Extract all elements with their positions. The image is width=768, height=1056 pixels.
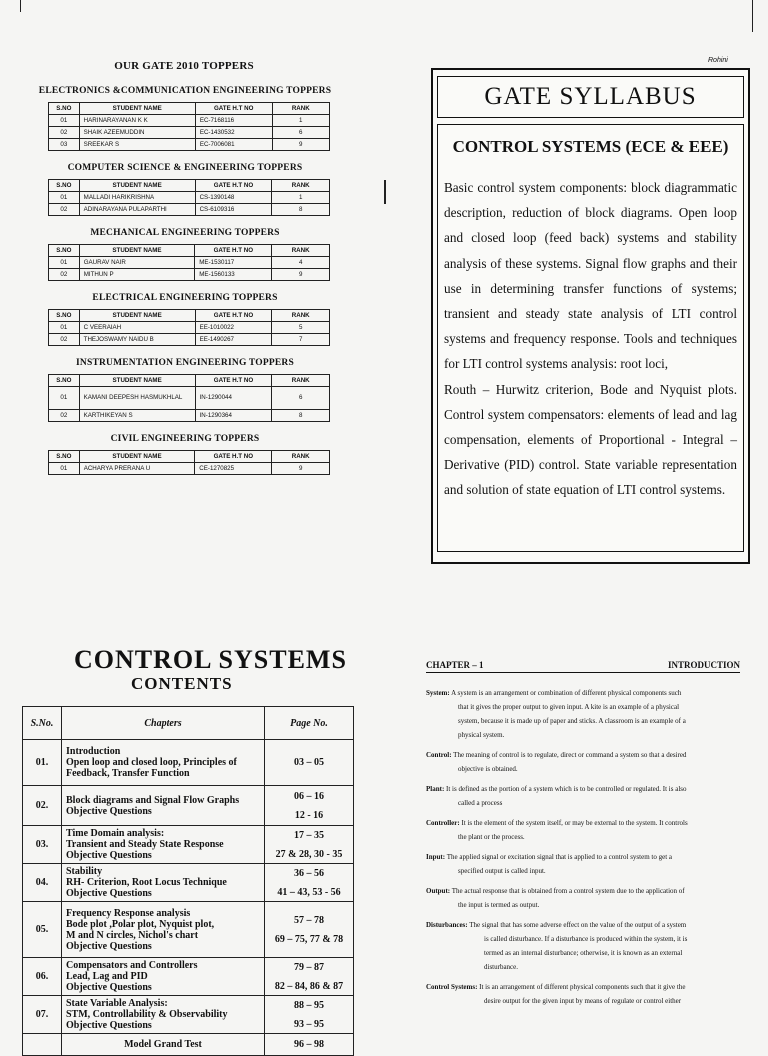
contents-row-number: 06. bbox=[23, 958, 62, 996]
chapter-line: Model Grand Test bbox=[124, 1039, 202, 1050]
table-row bbox=[49, 257, 330, 269]
toppers-table bbox=[48, 244, 330, 281]
toppers-header-cell: S.NO bbox=[49, 375, 80, 387]
contents-subheading: CONTENTS bbox=[131, 674, 233, 693]
contents-row-pages bbox=[265, 864, 354, 902]
contents-row-pages bbox=[265, 1034, 354, 1056]
definition-first-line bbox=[426, 816, 740, 830]
toppers-table bbox=[48, 102, 330, 151]
toppers-header-cell: GATE H.T NO bbox=[195, 375, 272, 387]
row-student-name: MALLADI HARIKRISHNA bbox=[79, 192, 195, 204]
row-student-name: ACHARYA PRERANA U bbox=[79, 463, 195, 475]
toppers-section-title: ELECTRONICS &COMMUNICATION ENGINEERING TOPPERS bbox=[38, 86, 332, 96]
definition-text: The applied signal or excitation signal that is applied to a control system to get a bbox=[446, 853, 673, 861]
definition-term: Controller: bbox=[426, 819, 460, 827]
definition-first-line bbox=[426, 850, 740, 864]
toppers-section-title: ELECTRICAL ENGINEERING TOPPERS bbox=[92, 293, 278, 303]
page-range: 93 – 95 bbox=[294, 1018, 324, 1030]
table-row bbox=[49, 204, 330, 216]
toppers-header-cell: STUDENT NAME bbox=[79, 310, 195, 322]
contents-row-chapters bbox=[62, 786, 265, 826]
syllabus-subtitle: CONTROL SYSTEMS (ECE & EEE) bbox=[452, 137, 729, 156]
toppers-table bbox=[48, 179, 330, 216]
row-ht-no: EE-1010022 bbox=[195, 322, 272, 334]
definition-text: It is defined as the portion of a system which is to be controlled or regulated. It is also bbox=[446, 785, 687, 793]
definition-term: Control Systems: bbox=[426, 983, 478, 991]
contents-heading: CONTROL SYSTEMS bbox=[74, 645, 347, 674]
toppers-section-title: COMPUTER SCIENCE & ENGINEERING TOPPERS bbox=[67, 163, 303, 173]
table-row bbox=[49, 387, 330, 410]
page-range: 12 - 16 bbox=[294, 809, 324, 821]
toppers-header-cell: GATE H.T NO bbox=[195, 245, 272, 257]
chapter-header bbox=[426, 660, 740, 673]
toppers-header-cell: STUDENT NAME bbox=[79, 375, 195, 387]
syllabus-line: use in determining transfer functions of systems; bbox=[444, 280, 737, 296]
row-rank: 1 bbox=[272, 192, 330, 204]
syllabus-box bbox=[431, 68, 750, 564]
toppers-table bbox=[48, 450, 330, 475]
chapter-line: Compensators and Controllers bbox=[66, 960, 198, 971]
row-ht-no: EC-7006081 bbox=[195, 139, 272, 151]
row-sno: 02 bbox=[49, 410, 80, 422]
toppers-header-cell: RANK bbox=[272, 451, 330, 463]
toppers-header-cell: RANK bbox=[272, 375, 330, 387]
page-range: 27 & 28, 30 - 35 bbox=[275, 848, 343, 860]
syllabus-title: GATE SYLLABUS bbox=[484, 83, 697, 110]
toppers-section-title: CIVIL ENGINEERING TOPPERS bbox=[110, 434, 260, 444]
chapter-line: Objective Questions bbox=[66, 888, 152, 899]
toppers-header-row bbox=[49, 451, 330, 463]
definition-text: A system is an arrangement or combination of different physical components such bbox=[451, 689, 682, 697]
definition-continuation: desire output for the given input by means of regulate or control either bbox=[484, 997, 682, 1005]
toppers-header-cell: STUDENT NAME bbox=[79, 451, 195, 463]
chapter-title: INTRODUCTION bbox=[667, 660, 740, 670]
contents-row-chapters bbox=[62, 958, 265, 996]
definition-continuation: is called disturbance. If a disturbance is produced within the system, it is bbox=[484, 935, 688, 943]
row-rank: 9 bbox=[272, 269, 330, 281]
page-range: 36 – 56 bbox=[294, 867, 324, 879]
definition-term: System: bbox=[426, 689, 450, 697]
row-ht-no: IN-1290044 bbox=[195, 387, 272, 410]
chapter-line: Objective Questions bbox=[66, 850, 152, 861]
definition-continuation: termed as an internal disturbance; otherwise, it is known as an external bbox=[484, 949, 683, 957]
table-row bbox=[49, 115, 330, 127]
chapter-line: Open loop and closed loop, Principles of bbox=[66, 757, 237, 768]
row-student-name: MITHUN P bbox=[79, 269, 195, 281]
chapter-line: Objective Questions bbox=[66, 805, 152, 817]
row-rank: 8 bbox=[272, 410, 330, 422]
page-range: 57 – 78 bbox=[294, 914, 324, 926]
definition-continuation: objective is obtained. bbox=[458, 765, 518, 773]
definition-continuation: the plant or the process. bbox=[458, 833, 525, 841]
table-row bbox=[49, 322, 330, 334]
definition-term: Control: bbox=[426, 751, 452, 759]
syllabus-title-frame bbox=[437, 76, 744, 118]
row-sno: 02 bbox=[49, 127, 80, 139]
chapter-line: Transient and Steady State Response bbox=[66, 839, 224, 850]
chapter-line: M and N circles, Nichol's chart bbox=[66, 929, 199, 941]
contents-row bbox=[23, 1034, 354, 1056]
contents-row-pages bbox=[265, 786, 354, 826]
contents-table bbox=[22, 706, 354, 1056]
contents-row-number: 04. bbox=[23, 864, 62, 902]
definition-first-line bbox=[426, 748, 740, 762]
contents-row-pages bbox=[265, 740, 354, 786]
contents-row-number: 03. bbox=[23, 826, 62, 864]
row-rank: 7 bbox=[272, 334, 330, 346]
page-range: 79 – 87 bbox=[294, 961, 324, 973]
page-range: 82 – 84, 86 & 87 bbox=[274, 980, 344, 992]
definition-block bbox=[426, 850, 740, 878]
definition-continuation: called a process bbox=[458, 799, 503, 807]
page-edge-mark bbox=[752, 0, 753, 32]
toppers-section bbox=[0, 60, 380, 487]
toppers-header-cell: GATE H.T NO bbox=[195, 103, 272, 115]
definition-text: It is the element of the system itself, or may be external to the system. It controls bbox=[461, 819, 688, 827]
chapter-line: Objective Questions bbox=[66, 1020, 152, 1031]
definition-continuation: the input is termed as output. bbox=[458, 901, 540, 909]
definition-continuation: physical system. bbox=[458, 731, 505, 739]
row-rank: 5 bbox=[272, 322, 330, 334]
row-student-name: SHAIK AZEEMUDDIN bbox=[79, 127, 195, 139]
contents-row-chapters bbox=[62, 864, 265, 902]
definition-first-line bbox=[426, 686, 740, 700]
row-student-name: SREEKAR S bbox=[79, 139, 195, 151]
chapter-line: STM, Controllability & Observability bbox=[66, 1009, 228, 1020]
contents-row-chapters bbox=[62, 826, 265, 864]
contents-row bbox=[23, 958, 354, 996]
toppers-header-cell: S.NO bbox=[49, 180, 80, 192]
contents-row bbox=[23, 786, 354, 826]
row-student-name: HARINARAYANAN K K bbox=[79, 115, 195, 127]
table-row bbox=[49, 139, 330, 151]
definition-text: The meaning of control is to regulate, direct or command a system so that a desired bbox=[453, 751, 687, 759]
contents-row-pages bbox=[265, 996, 354, 1034]
row-student-name: C VEERAIAH bbox=[79, 322, 195, 334]
row-ht-no: ME-1560133 bbox=[195, 269, 272, 281]
chapter-line: State Variable Analysis: bbox=[66, 998, 168, 1009]
chapter-line: Stability bbox=[66, 866, 103, 877]
syllabus-line: Derivative (PID) control. State variable representation bbox=[444, 457, 737, 473]
contents-row bbox=[23, 864, 354, 902]
col-sno: S.No. bbox=[23, 707, 62, 740]
contents-row-pages bbox=[265, 902, 354, 958]
row-student-name: KAMANI DEEPESH HASMUKHLAL bbox=[79, 387, 195, 410]
syllabus-line: Control system compensators: elements of lead and lag bbox=[444, 406, 737, 422]
syllabus-line: analysis of these systems. Signal flow graphs and their bbox=[444, 255, 737, 271]
toppers-table bbox=[48, 374, 330, 422]
row-sno: 01 bbox=[49, 322, 80, 334]
row-rank: 4 bbox=[272, 257, 330, 269]
row-sno: 02 bbox=[49, 269, 80, 281]
definition-term: Output: bbox=[426, 887, 451, 895]
row-sno: 01 bbox=[49, 387, 80, 410]
syllabus-line: description, reduction of block diagrams. Open loop bbox=[444, 205, 737, 221]
syllabus-line: compensation, elements of Proportional - Integral – bbox=[444, 432, 737, 448]
definition-text: The actual response that is obtained from a control system due to the application of bbox=[451, 887, 685, 895]
definition-continuation: disturbance. bbox=[484, 963, 519, 971]
toppers-header-cell: S.NO bbox=[49, 310, 80, 322]
chapter-line: RH- Criterion, Root Locus Technique bbox=[66, 877, 227, 888]
definition-block bbox=[426, 918, 740, 974]
page-range: 88 – 95 bbox=[294, 999, 324, 1011]
definition-continuation: specified output is called input. bbox=[458, 867, 546, 875]
row-ht-no: CS-6109316 bbox=[195, 204, 272, 216]
definition-first-line bbox=[426, 782, 740, 796]
contents-row-number: 02. bbox=[23, 786, 62, 826]
row-ht-no: EC-7168116 bbox=[195, 115, 272, 127]
syllabus-line: Basic control system components: block diagrammatic bbox=[444, 180, 737, 195]
toppers-header-cell: STUDENT NAME bbox=[79, 245, 195, 257]
chapter-line: Block diagrams and Signal Flow Graphs bbox=[66, 794, 240, 806]
chapter-line: Objective Questions bbox=[66, 940, 152, 952]
toppers-header-cell: GATE H.T NO bbox=[195, 451, 272, 463]
row-student-name: KARTHIKEYAN S bbox=[79, 410, 195, 422]
chapter-line: Time Domain analysis: bbox=[66, 828, 165, 839]
definition-block bbox=[426, 686, 740, 742]
definition-term: Input: bbox=[426, 853, 446, 861]
contents-row-number: 01. bbox=[23, 740, 62, 786]
syllabus-line: transient and steady state analysis of LTI control bbox=[444, 306, 737, 322]
page-divider-mark bbox=[384, 180, 386, 204]
contents-row-number bbox=[23, 1034, 62, 1056]
toppers-header-cell: RANK bbox=[272, 245, 330, 257]
toppers-header-row bbox=[49, 310, 330, 322]
toppers-header-cell: S.NO bbox=[49, 103, 80, 115]
toppers-header-cell: RANK bbox=[272, 180, 330, 192]
contents-header-row bbox=[23, 707, 354, 740]
toppers-header-row bbox=[49, 103, 330, 115]
chapter-number: CHAPTER – 1 bbox=[426, 660, 484, 670]
chapter-line: Lead, Lag and PID bbox=[66, 971, 148, 982]
chapter-line: Frequency Response analysis bbox=[66, 907, 191, 919]
row-sno: 01 bbox=[49, 257, 80, 269]
toppers-header-row bbox=[49, 375, 330, 387]
row-student-name: THEJOSWAMY NAIDU B bbox=[79, 334, 195, 346]
definition-block bbox=[426, 782, 740, 810]
definition-continuation: that it gives the proper output to given input. A kite is an example of a physical bbox=[458, 703, 680, 711]
chapter-line: Bode plot ,Polar plot, Nyquist plot, bbox=[66, 918, 215, 930]
row-sno: 02 bbox=[49, 334, 80, 346]
table-row bbox=[49, 334, 330, 346]
page-range: 69 – 75, 77 & 78 bbox=[274, 933, 344, 945]
toppers-header-cell: S.NO bbox=[49, 451, 80, 463]
toppers-header-cell: RANK bbox=[272, 310, 330, 322]
contents-row bbox=[23, 902, 354, 958]
chapter-line: Introduction bbox=[66, 746, 121, 757]
table-row bbox=[49, 127, 330, 139]
toppers-table bbox=[48, 309, 330, 346]
table-row bbox=[49, 269, 330, 281]
definition-text: The signal that has some adverse effect on the value of the output of a system bbox=[469, 921, 687, 929]
page-range: 03 – 05 bbox=[294, 757, 324, 768]
syllabus-line: and solution of state equation of LTI control systems. bbox=[444, 482, 726, 498]
row-ht-no: EE-1490267 bbox=[195, 334, 272, 346]
row-student-name: ADINARAYANA PULAPARTHI bbox=[79, 204, 195, 216]
toppers-header-cell: STUDENT NAME bbox=[79, 180, 195, 192]
contents-row bbox=[23, 826, 354, 864]
page-edge-mark-left bbox=[20, 0, 21, 12]
contents-row-number: 07. bbox=[23, 996, 62, 1034]
definition-block bbox=[426, 748, 740, 776]
definition-continuation: system, because it is made up of paper and sticks. A classroom is an example of a bbox=[458, 717, 686, 725]
definition-term: Disturbances: bbox=[426, 921, 468, 929]
contents-row bbox=[23, 996, 354, 1034]
toppers-tables bbox=[0, 86, 380, 475]
col-page: Page No. bbox=[265, 707, 354, 740]
signature: Rohini bbox=[708, 57, 728, 64]
row-rank: 6 bbox=[272, 387, 330, 410]
contents-table-wrap bbox=[22, 706, 354, 1056]
definition-first-line bbox=[426, 884, 740, 898]
row-rank: 8 bbox=[272, 204, 330, 216]
chapter-line: Feedback, Transfer Function bbox=[66, 768, 190, 779]
syllabus-text bbox=[438, 175, 743, 503]
syllabus-line: systems and frequency response. Tools and techniques bbox=[444, 331, 737, 347]
syllabus-content-frame bbox=[437, 124, 744, 552]
row-ht-no: CS-1390148 bbox=[195, 192, 272, 204]
page-range: 06 – 16 bbox=[294, 790, 324, 802]
row-rank: 1 bbox=[272, 115, 329, 127]
row-sno: 02 bbox=[49, 204, 80, 216]
definition-first-line bbox=[426, 980, 740, 994]
contents-row-chapters bbox=[62, 902, 265, 958]
definition-text: It is an arrangement of different physical components such that it give the bbox=[479, 983, 686, 991]
row-rank: 9 bbox=[272, 139, 329, 151]
syllabus-line: and closed loop (feed back) systems and stability bbox=[444, 230, 737, 246]
contents-row bbox=[23, 740, 354, 786]
toppers-header-cell: STUDENT NAME bbox=[79, 103, 195, 115]
row-ht-no: IN-1290364 bbox=[195, 410, 272, 422]
contents-row-chapters bbox=[62, 1034, 265, 1056]
contents-row-chapters bbox=[62, 996, 265, 1034]
toppers-header-row bbox=[49, 180, 330, 192]
definition-block bbox=[426, 884, 740, 912]
row-sno: 01 bbox=[49, 115, 80, 127]
definition-block bbox=[426, 816, 740, 844]
toppers-header-cell: S.NO bbox=[49, 245, 80, 257]
page-range: 17 – 35 bbox=[294, 829, 324, 841]
definition-first-line bbox=[426, 918, 740, 932]
table-row bbox=[49, 410, 330, 422]
table-row bbox=[49, 192, 330, 204]
toppers-header-cell: GATE H.T NO bbox=[195, 180, 272, 192]
chapter-definitions bbox=[426, 686, 740, 1014]
row-ht-no: ME-1530117 bbox=[195, 257, 272, 269]
contents-row-pages bbox=[265, 826, 354, 864]
toppers-section-title: MECHANICAL ENGINEERING TOPPERS bbox=[90, 228, 280, 238]
row-rank: 9 bbox=[272, 463, 330, 475]
contents-row-number: 05. bbox=[23, 902, 62, 958]
contents-row-pages bbox=[265, 958, 354, 996]
page-range: 41 – 43, 53 - 56 bbox=[277, 886, 341, 898]
definition-term: Plant: bbox=[426, 785, 445, 793]
col-chapters: Chapters bbox=[62, 707, 265, 740]
toppers-title: OUR GATE 2010 TOPPERS bbox=[114, 60, 254, 72]
row-rank: 6 bbox=[272, 127, 329, 139]
definition-block bbox=[426, 980, 740, 1008]
row-sno: 01 bbox=[49, 192, 80, 204]
row-sno: 01 bbox=[49, 463, 80, 475]
page-range: 96 – 98 bbox=[294, 1039, 324, 1050]
syllabus-line: for LTI control systems analysis: root loci, bbox=[444, 356, 669, 372]
toppers-header-cell: RANK bbox=[272, 103, 329, 115]
syllabus-line: Routh – Hurwitz criterion, Bode and Nyquist plots. bbox=[444, 381, 737, 397]
row-ht-no: EC-1430532 bbox=[195, 127, 272, 139]
row-student-name: GAURAV NAIR bbox=[79, 257, 195, 269]
table-row bbox=[49, 463, 330, 475]
toppers-section-title: INSTRUMENTATION ENGINEERING TOPPERS bbox=[76, 358, 294, 368]
row-sno: 03 bbox=[49, 139, 80, 151]
toppers-header-cell: GATE H.T NO bbox=[195, 310, 272, 322]
chapter-line: Objective Questions bbox=[66, 982, 152, 993]
contents-row-chapters bbox=[62, 740, 265, 786]
row-ht-no: CE-1270825 bbox=[195, 463, 272, 475]
toppers-header-row bbox=[49, 245, 330, 257]
